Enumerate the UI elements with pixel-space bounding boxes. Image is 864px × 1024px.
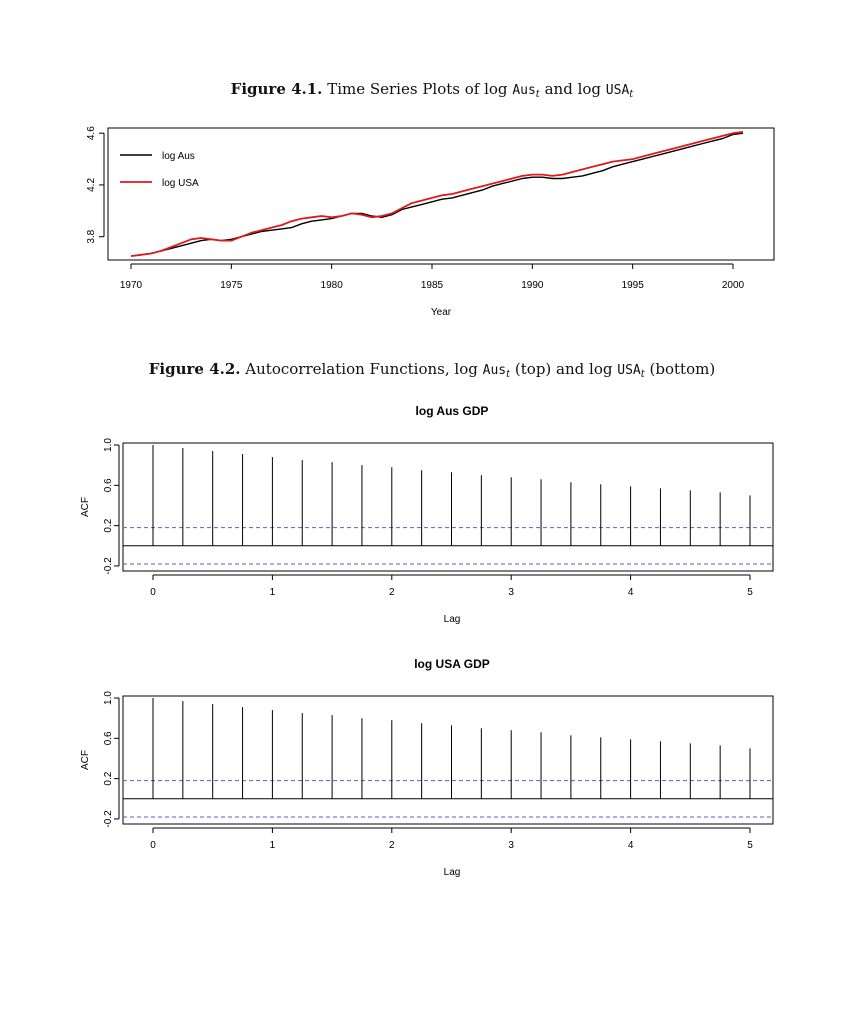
y-tick-label: -0.2: [103, 557, 114, 575]
y-tick-label: 0.2: [103, 518, 114, 533]
y-tick-label: 0.6: [103, 731, 114, 746]
plot-title: log Aus GDP: [415, 404, 489, 418]
x-tick-label: 1990: [521, 280, 544, 291]
time-series-chart: [0, 110, 864, 325]
plot-frame: [123, 443, 773, 571]
x-axis-title: Year: [430, 307, 452, 318]
x-tick-label: 4: [627, 840, 634, 851]
acf-usa-chart: [0, 648, 864, 888]
caption-suffix: (bottom): [649, 360, 716, 378]
legend-label: log Aus: [162, 151, 195, 162]
x-tick-label: 0: [150, 840, 156, 851]
caption-series-aus: Aus: [482, 363, 507, 378]
caption-subscript: t: [506, 369, 511, 380]
acf-aus-chart: [0, 395, 864, 635]
x-tick-label: 1995: [621, 280, 644, 291]
figure-4-2-caption: [0, 360, 864, 380]
x-tick-label: 2: [389, 840, 395, 851]
series-line-log-aus: [131, 133, 743, 256]
x-axis-title: Lag: [443, 614, 461, 625]
plot-title: log USA GDP: [414, 657, 490, 671]
caption-middle: (top) and log: [514, 360, 613, 378]
caption-prefix: Autocorrelation Functions, log: [245, 360, 478, 378]
y-tick-label: 0.6: [103, 478, 114, 493]
x-tick-label: 5: [747, 587, 753, 598]
x-axis-title: Lag: [443, 867, 461, 878]
x-tick-label: 1985: [420, 280, 444, 291]
y-tick-label: 0.2: [103, 771, 114, 786]
series-line-log-usa: [131, 132, 743, 256]
x-tick-label: 4: [627, 587, 634, 598]
x-tick-label: 0: [150, 587, 156, 598]
caption-middle: and log: [544, 80, 602, 98]
x-tick-label: 5: [747, 840, 753, 851]
caption-series-usa: USA: [617, 363, 641, 378]
caption-series-aus: Aus: [512, 83, 536, 98]
y-axis-title: ACF: [80, 497, 91, 517]
caption-series-usa: USA: [605, 83, 630, 98]
x-tick-label: 1970: [119, 280, 143, 291]
y-tick-label: 1.0: [103, 691, 114, 705]
x-tick-label: 1: [269, 587, 276, 598]
y-tick-label: 4.2: [86, 177, 97, 192]
y-tick-label: 3.8: [86, 229, 97, 244]
caption-subscript: t: [535, 89, 540, 100]
x-tick-label: 3: [508, 840, 514, 851]
y-tick-label: 1.0: [103, 438, 114, 452]
caption-label: Figure 4.1.: [230, 80, 323, 98]
caption-prefix: Time Series Plots of log: [327, 80, 508, 98]
legend-label: log USA: [162, 178, 199, 189]
y-tick-label: -0.2: [103, 810, 114, 828]
x-tick-label: 1975: [220, 280, 243, 291]
plot-frame: [123, 696, 773, 824]
figure-4-1-caption: [0, 80, 864, 100]
caption-label: Figure 4.2.: [148, 360, 241, 378]
y-axis-title: ACF: [80, 750, 91, 770]
x-tick-label: 1980: [320, 280, 343, 291]
y-tick-label: 4.6: [86, 126, 97, 141]
x-tick-label: 1: [269, 840, 276, 851]
x-tick-label: 2: [389, 587, 395, 598]
caption-subscript: t: [640, 369, 645, 380]
x-tick-label: 2000: [721, 280, 745, 291]
x-tick-label: 3: [508, 587, 514, 598]
caption-subscript: t: [629, 89, 634, 100]
